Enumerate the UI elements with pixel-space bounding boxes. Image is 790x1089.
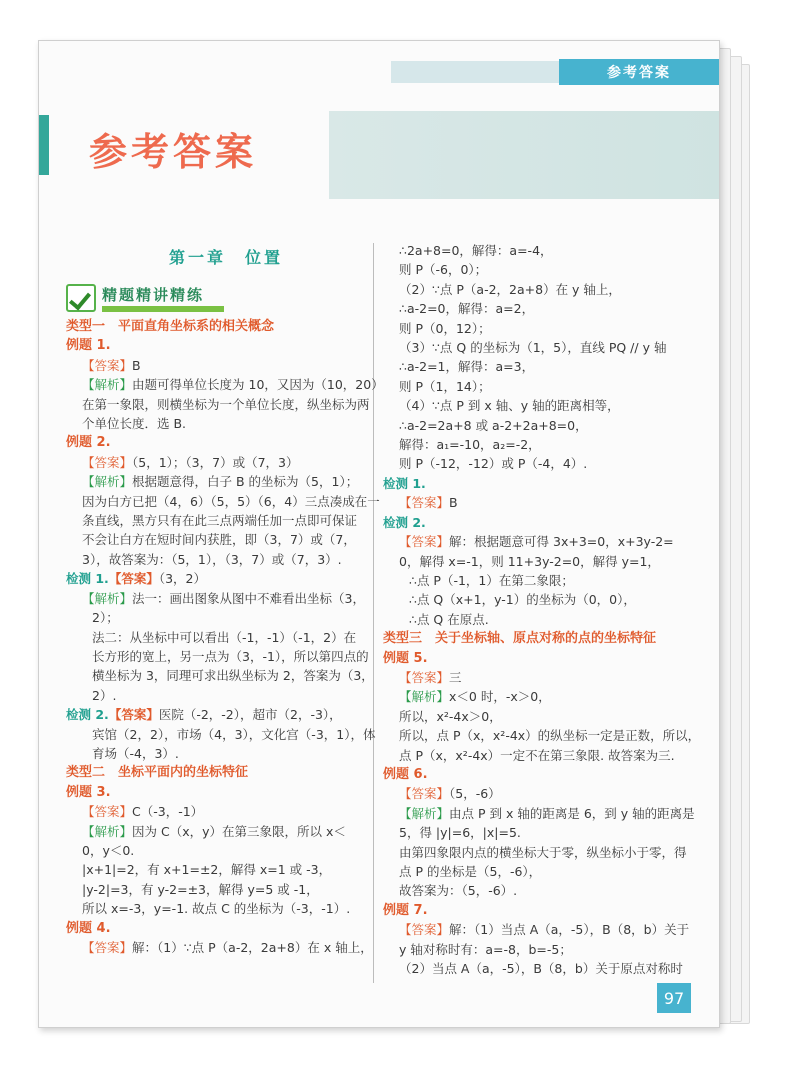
line-text: |x+1|=2，有 x+1=±2，解得 x=1 或 -3， (82, 862, 332, 878)
analysis-tag: 【解析】 (82, 590, 133, 606)
left-column (66, 241, 384, 957)
line-text: ∴点 Q 在原点. (409, 611, 489, 627)
line-text: 不会让白方在短时间内获胜，即（3，7）或（7， (82, 532, 356, 548)
left-line (66, 822, 366, 841)
right-line (383, 707, 683, 726)
left-line (66, 938, 373, 957)
line-text: 在第一象限，则横坐标为一个单位长度，纵坐标为两 (82, 396, 370, 412)
left-line (66, 783, 366, 802)
right-line (383, 532, 683, 551)
line-text: ∴a-2=0，解得：a=2， (399, 301, 535, 317)
right-line (383, 590, 683, 609)
line-text: 因为白方已把（4，6）（5，5）（6，4）三点凑成在一 (82, 493, 380, 509)
line-text: 类型一 平面直角坐标系的相关概念 (66, 319, 275, 334)
left-line (66, 453, 366, 472)
right-line (383, 610, 683, 629)
left-line (66, 686, 366, 705)
answer-tag: 【答案】 (108, 571, 159, 587)
line-text: ∴a-2=2a+8 或 a-2+2a+8=0， (399, 417, 588, 433)
left-line (66, 433, 366, 452)
right-line (383, 416, 683, 435)
line-text: （4）∵点 P 到 x 轴、y 轴的距离相等， (399, 398, 620, 414)
line-text: ∴点 Q（x+1，y-1）的坐标为（0，0）， (409, 592, 636, 608)
right-line (383, 280, 683, 299)
line-text: 则 P（-12，-12）或 P（-4，4）. (399, 456, 588, 472)
answer-tag: 【答案】 (82, 357, 133, 373)
line-text: （2）∵点 P（a-2，2a+8）在 y 轴上， (399, 281, 621, 297)
left-line (66, 802, 366, 821)
right-line (383, 299, 683, 318)
answer-tag: 【答案】 (399, 669, 450, 685)
right-line (383, 823, 683, 842)
right-line (383, 319, 683, 338)
right-line (383, 843, 687, 862)
left-line (66, 725, 376, 744)
left-line (66, 569, 366, 588)
line-text: （3，2） (158, 571, 206, 587)
line-text: 所以，x²-4x＞0， (399, 708, 502, 724)
left-line (66, 414, 366, 433)
left-line (66, 395, 370, 414)
left-line (66, 763, 366, 782)
left-line (66, 666, 374, 685)
left-line (66, 608, 366, 627)
line-text: 例题 1. (66, 338, 111, 354)
answer-tag: 【答案】 (399, 922, 450, 938)
corner-tab: 参考答案 (559, 59, 719, 85)
right-line (383, 649, 683, 668)
left-line (66, 375, 384, 394)
line-text: 类型二 坐标平面内的坐标特征 (66, 765, 249, 781)
line-text: 点 P（x，x²-4x）一定不在第三象限. 故答案为三. (399, 747, 675, 763)
analysis-tag: 【解析】 (82, 823, 133, 839)
left-line (66, 589, 366, 608)
line-text: 因为 C（x，y）在第三象限，所以 x＜ (132, 823, 346, 839)
left-line (66, 860, 366, 879)
line-text: 解得：a₁=-10，a₂=-2， (399, 437, 541, 453)
header-band (329, 111, 720, 199)
answer-tag: 【答案】 (399, 495, 450, 511)
line-text: C（-3，-1） (132, 804, 204, 820)
right-line (383, 726, 701, 745)
left-line (66, 628, 366, 647)
answer-tag: 【答案】 (82, 940, 133, 955)
line-text: 所以，点 P（x，x²-4x）的纵坐标一定是正数，所以， (399, 728, 701, 744)
right-line (383, 241, 683, 260)
right-line (383, 746, 683, 765)
analysis-tag: 【解析】 (82, 474, 133, 490)
right-line (383, 920, 690, 939)
right-line (383, 396, 683, 415)
left-line (66, 919, 366, 938)
chapter-title: 第一章 位置 (168, 248, 283, 267)
answer-tag: 【答案】 (108, 707, 159, 723)
line-text: （5，-6） (449, 786, 501, 802)
line-text: 点 P 的坐标是（5，-6）， (399, 864, 542, 879)
page-title: 参考答案 (89, 130, 258, 174)
left-line (66, 705, 366, 724)
answer-tag: 【答案】 (399, 534, 450, 550)
line-text: 横坐标为 3，同理可求出纵坐标为 2，答案为（3， (92, 668, 374, 684)
right-line (383, 940, 683, 959)
right-line (383, 513, 683, 532)
right-line (383, 338, 683, 357)
line-text: 例题 4. (66, 920, 111, 936)
line-text: 2）； (92, 610, 119, 626)
left-line (66, 530, 366, 549)
left-line (66, 317, 366, 336)
right-line (383, 493, 683, 512)
line-text: 医院（-2，-2），超市（2，-3）， (158, 707, 342, 723)
line-text: |y-2|=3，有 y-2=±3，解得 y=5 或 -1， (82, 881, 319, 897)
right-line (383, 881, 683, 900)
line-text: ∴a-2=1，解得：a=3， (399, 359, 535, 375)
left-line (66, 899, 366, 918)
line-text: 类型三 关于坐标轴、原点对称的点的坐标特征 (383, 631, 657, 647)
check-label: 检测 2. (383, 514, 426, 530)
analysis-tag: 【解析】 (399, 689, 450, 705)
line-text: 由第四象限内点的横坐标大于零，纵坐标小于零，得 (399, 844, 687, 860)
line-text: 2）. (92, 687, 117, 703)
left-line (66, 647, 369, 666)
title-accent-bar (39, 115, 49, 175)
line-text: 条直线，黑方只有在此三点两端任加一点即可保证 (82, 513, 358, 529)
analysis-tag: 【解析】 (399, 805, 450, 821)
analysis-tag: 【解析】 (82, 377, 133, 393)
line-text: 例题 5. (383, 650, 428, 666)
line-text: B (132, 357, 141, 373)
page-number: 97 (657, 983, 691, 1013)
left-line (66, 880, 366, 899)
line-text: ∴点 P（-1，1）在第二象限； (409, 572, 574, 588)
section-header (66, 279, 366, 317)
line-text: 所以 x=-3，y=-1. 故点 C 的坐标为（-3，-1）. (82, 901, 351, 917)
right-line (383, 357, 683, 376)
line-text: B (449, 495, 458, 511)
line-text: 例题 7. (383, 902, 428, 918)
right-line (383, 784, 683, 803)
line-text: 例题 6. (383, 766, 428, 782)
line-text: 三 (449, 669, 462, 685)
line-text: 则 P（0，12）； (399, 320, 491, 336)
right-line (383, 765, 683, 784)
line-text: 个单位长度．选 B. (82, 416, 187, 432)
left-line (66, 472, 366, 491)
line-text: 解：（1）∵点 P（a-2，2a+8）在 x 轴上， (132, 940, 373, 955)
line-text: 长方形的宽上，另一点为（3，-1），所以第四点的 (92, 648, 369, 664)
right-line (383, 260, 683, 279)
line-text: 例题 3. (66, 784, 111, 800)
line-text: ∴2a+8=0，解得：a=-4， (399, 243, 553, 258)
right-line (383, 687, 683, 706)
right-lines (383, 241, 701, 978)
section-title: 精题精讲精练 (102, 284, 224, 312)
left-line (66, 356, 366, 375)
right-line (383, 435, 683, 454)
line-text: x＜0 时，-x＞0， (449, 689, 551, 705)
right-line (383, 668, 683, 687)
line-text: 0，y＜0. (82, 842, 135, 858)
line-text: 故答案为：（5，-6）. (399, 883, 518, 899)
right-line (383, 862, 683, 881)
line-text: y 轴对称时有：a=-8，b=-5； (399, 941, 572, 957)
line-text: 育场（-4，3）. (92, 745, 179, 761)
line-text: 法二：从坐标中可以看出（-1，-1）（-1，2）在 (92, 629, 357, 645)
line-text: 解：根据题意可得 3x+3=0，x+3y-2= (449, 534, 674, 550)
left-line (66, 336, 366, 355)
left-line (66, 492, 380, 511)
right-line (383, 629, 683, 648)
line-text: 法一：画出图象从图中不难看出坐标（3， (132, 590, 365, 606)
line-text: （3）∵点 Q 的坐标为（1，5），直线 PQ // y 轴 (399, 340, 667, 356)
line-text: 则 P（-6，0）； (399, 262, 488, 278)
header-top-band (391, 61, 561, 83)
check-label: 检测 1. (383, 475, 426, 491)
left-line (66, 511, 366, 530)
line-text: 则 P（1，14）； (399, 378, 491, 394)
line-text: （2）当点 A（a，-5），B（8，b）关于原点对称时 (399, 961, 683, 977)
right-line (383, 804, 695, 823)
right-line (383, 571, 683, 590)
line-text: （5，1）；（3，7）或（7，3） (132, 454, 299, 470)
right-line (383, 959, 683, 978)
left-lines (66, 317, 384, 957)
left-line (66, 744, 366, 763)
answer-tag: 【答案】 (399, 786, 450, 802)
line-text: 由点 P 到 x 轴的距离是 6，到 y 轴的距离是 (449, 805, 695, 821)
check-label: 检测 1. (66, 571, 109, 587)
left-line (66, 550, 366, 569)
right-line (383, 474, 683, 493)
right-line (383, 552, 683, 571)
answer-page (38, 40, 720, 1028)
answer-tag: 【答案】 (82, 804, 133, 820)
line-text: 3），故答案为：（5，1），（3，7）或（7，3）. (82, 551, 342, 567)
line-text: 宾馆（2，2），市场（4，3），文化宫（-3，1），体 (92, 726, 376, 742)
right-line (383, 377, 683, 396)
right-line (383, 454, 683, 473)
line-text: 例题 2. (66, 435, 111, 451)
right-line (383, 901, 683, 920)
line-text: 解：（1）当点 A（a，-5），B（8，b）关于 (449, 922, 690, 938)
checkmark-icon (66, 284, 96, 312)
answer-tag: 【答案】 (82, 454, 133, 470)
left-line (66, 841, 366, 860)
line-text: 5，得 |y|=6，|x|=5. (399, 825, 521, 841)
check-label: 检测 2. (66, 707, 109, 723)
line-text: 0，解得 x=-1，则 11+3y-2=0，解得 y=1， (399, 553, 660, 569)
right-column (383, 241, 701, 978)
column-divider (373, 243, 374, 983)
line-text: 根据题意得，白子 B 的坐标为（5，1）； (132, 474, 359, 490)
line-text: 由题可得单位长度为 10，又因为（10，20） (132, 377, 384, 393)
